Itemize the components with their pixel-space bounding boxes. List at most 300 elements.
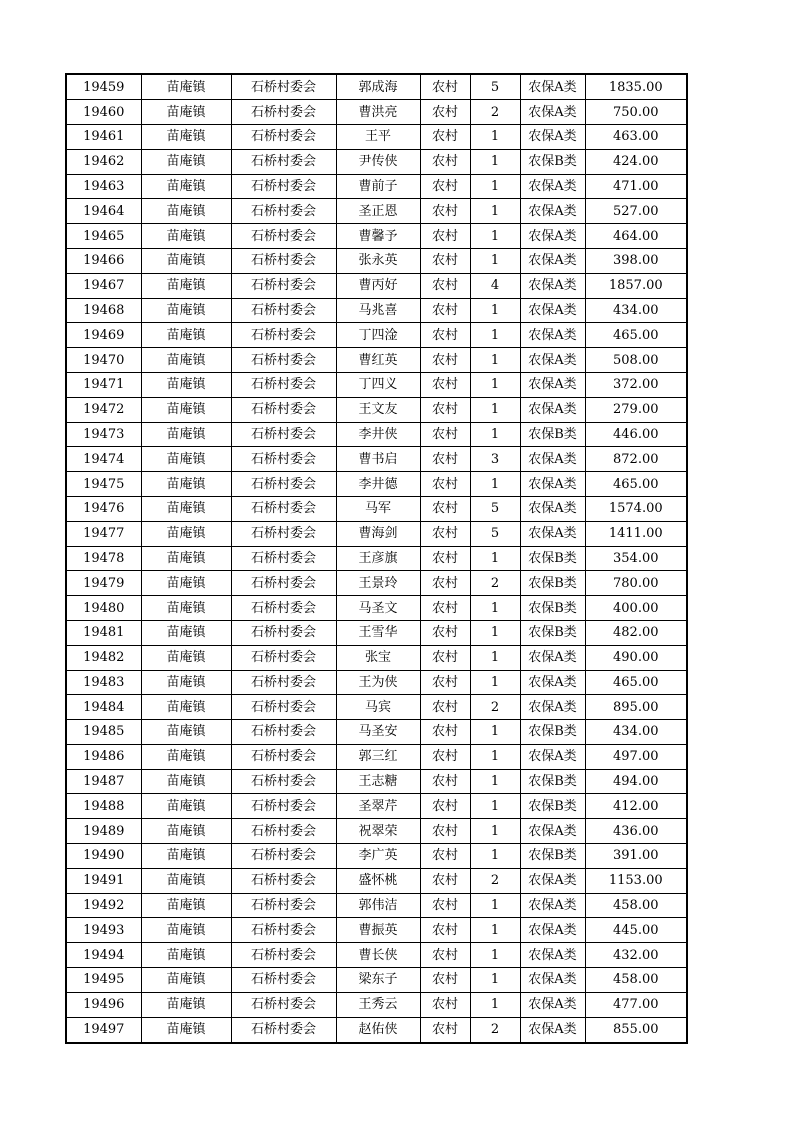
cell-person-count: 4 [470,273,520,298]
cell-town: 苗庵镇 [141,298,231,323]
cell-serial-number: 19479 [66,571,141,596]
cell-serial-number: 19468 [66,298,141,323]
cell-residence-type: 农村 [420,100,470,125]
table-row [66,447,687,472]
cell-residence-type: 农村 [420,769,470,794]
cell-person-name: 李广英 [336,844,420,869]
cell-amount: 465.00 [585,323,687,348]
cell-serial-number: 19494 [66,943,141,968]
cell-village-committee: 石桥村委会 [231,968,336,993]
cell-person-name: 郭三红 [336,744,420,769]
cell-residence-type: 农村 [420,248,470,273]
cell-insurance-category: 农保A类 [520,100,585,125]
cell-village-committee: 石桥村委会 [231,819,336,844]
cell-person-name: 马宾 [336,695,420,720]
cell-village-committee: 石桥村委会 [231,571,336,596]
cell-person-name: 曹前子 [336,174,420,199]
cell-person-name: 张永英 [336,248,420,273]
table-row [66,596,687,621]
cell-person-count: 1 [470,769,520,794]
cell-serial-number: 19492 [66,893,141,918]
cell-town: 苗庵镇 [141,868,231,893]
cell-serial-number: 19483 [66,670,141,695]
cell-person-name: 王为侠 [336,670,420,695]
cell-person-count: 1 [470,744,520,769]
cell-town: 苗庵镇 [141,819,231,844]
cell-serial-number: 19486 [66,744,141,769]
cell-amount: 279.00 [585,397,687,422]
cell-insurance-category: 农保A类 [520,496,585,521]
cell-residence-type: 农村 [420,124,470,149]
cell-town: 苗庵镇 [141,943,231,968]
cell-insurance-category: 农保A类 [520,893,585,918]
cell-person-count: 1 [470,149,520,174]
cell-serial-number: 19461 [66,124,141,149]
table-row [66,273,687,298]
cell-village-committee: 石桥村委会 [231,273,336,298]
cell-insurance-category: 农保A类 [520,74,585,100]
cell-amount: 465.00 [585,670,687,695]
cell-person-count: 1 [470,918,520,943]
cell-serial-number: 19460 [66,100,141,125]
table-row [66,571,687,596]
cell-residence-type: 农村 [420,1017,470,1043]
table-row [66,174,687,199]
cell-person-name: 马兆喜 [336,298,420,323]
table-row [66,992,687,1017]
cell-town: 苗庵镇 [141,348,231,373]
table-row [66,224,687,249]
cell-person-count: 1 [470,670,520,695]
cell-residence-type: 农村 [420,645,470,670]
cell-person-count: 1 [470,893,520,918]
table-row [66,372,687,397]
cell-village-committee: 石桥村委会 [231,74,336,100]
cell-insurance-category: 农保A类 [520,645,585,670]
cell-person-name: 盛怀桃 [336,868,420,893]
cell-town: 苗庵镇 [141,372,231,397]
cell-residence-type: 农村 [420,794,470,819]
cell-person-name: 曹馨予 [336,224,420,249]
cell-person-count: 1 [470,943,520,968]
cell-village-committee: 石桥村委会 [231,174,336,199]
cell-residence-type: 农村 [420,670,470,695]
cell-person-count: 1 [470,422,520,447]
cell-town: 苗庵镇 [141,273,231,298]
benefits-table [65,73,688,1044]
cell-village-committee: 石桥村委会 [231,620,336,645]
cell-amount: 482.00 [585,620,687,645]
cell-person-name: 马圣安 [336,720,420,745]
cell-person-name: 曹红英 [336,348,420,373]
cell-amount: 872.00 [585,447,687,472]
cell-insurance-category: 农保A类 [520,248,585,273]
cell-residence-type: 农村 [420,819,470,844]
cell-person-name: 王景玲 [336,571,420,596]
cell-insurance-category: 农保A类 [520,992,585,1017]
cell-serial-number: 19467 [66,273,141,298]
cell-person-count: 1 [470,596,520,621]
cell-serial-number: 19475 [66,472,141,497]
cell-serial-number: 19489 [66,819,141,844]
cell-village-committee: 石桥村委会 [231,422,336,447]
cell-person-name: 梁东子 [336,968,420,993]
cell-person-count: 1 [470,472,520,497]
cell-village-committee: 石桥村委会 [231,248,336,273]
cell-town: 苗庵镇 [141,893,231,918]
cell-town: 苗庵镇 [141,546,231,571]
table-row [66,670,687,695]
cell-person-name: 王志糖 [336,769,420,794]
cell-person-count: 1 [470,968,520,993]
cell-serial-number: 19485 [66,720,141,745]
cell-town: 苗庵镇 [141,124,231,149]
cell-village-committee: 石桥村委会 [231,695,336,720]
cell-insurance-category: 农保B类 [520,620,585,645]
cell-serial-number: 19487 [66,769,141,794]
cell-person-count: 1 [470,323,520,348]
cell-person-count: 1 [470,372,520,397]
cell-insurance-category: 农保B类 [520,794,585,819]
cell-person-name: 李井侠 [336,422,420,447]
cell-serial-number: 19482 [66,645,141,670]
cell-village-committee: 石桥村委会 [231,720,336,745]
table-body [66,74,687,1043]
cell-amount: 895.00 [585,695,687,720]
cell-residence-type: 农村 [420,447,470,472]
cell-residence-type: 农村 [420,596,470,621]
cell-person-name: 赵佑侠 [336,1017,420,1043]
cell-person-count: 5 [470,74,520,100]
cell-town: 苗庵镇 [141,992,231,1017]
cell-village-committee: 石桥村委会 [231,546,336,571]
cell-town: 苗庵镇 [141,397,231,422]
cell-village-committee: 石桥村委会 [231,100,336,125]
cell-residence-type: 农村 [420,744,470,769]
cell-residence-type: 农村 [420,323,470,348]
cell-town: 苗庵镇 [141,794,231,819]
cell-amount: 1835.00 [585,74,687,100]
cell-residence-type: 农村 [420,472,470,497]
cell-town: 苗庵镇 [141,422,231,447]
cell-village-committee: 石桥村委会 [231,298,336,323]
cell-insurance-category: 农保A类 [520,819,585,844]
cell-village-committee: 石桥村委会 [231,645,336,670]
cell-town: 苗庵镇 [141,149,231,174]
cell-amount: 412.00 [585,794,687,819]
cell-person-count: 1 [470,224,520,249]
cell-village-committee: 石桥村委会 [231,496,336,521]
cell-amount: 446.00 [585,422,687,447]
cell-residence-type: 农村 [420,844,470,869]
cell-person-name: 王平 [336,124,420,149]
table-row [66,918,687,943]
table-row [66,248,687,273]
table-row [66,844,687,869]
cell-residence-type: 农村 [420,298,470,323]
cell-town: 苗庵镇 [141,224,231,249]
cell-person-name: 圣正恩 [336,199,420,224]
cell-village-committee: 石桥村委会 [231,744,336,769]
table-row [66,422,687,447]
cell-town: 苗庵镇 [141,100,231,125]
cell-person-count: 1 [470,844,520,869]
cell-village-committee: 石桥村委会 [231,992,336,1017]
cell-residence-type: 农村 [420,992,470,1017]
cell-person-count: 1 [470,546,520,571]
cell-serial-number: 19469 [66,323,141,348]
cell-residence-type: 农村 [420,868,470,893]
cell-amount: 458.00 [585,893,687,918]
table-row [66,521,687,546]
table-row [66,794,687,819]
cell-person-count: 1 [470,174,520,199]
table-row [66,620,687,645]
cell-residence-type: 农村 [420,571,470,596]
cell-serial-number: 19473 [66,422,141,447]
cell-person-name: 郭伟洁 [336,893,420,918]
cell-residence-type: 农村 [420,918,470,943]
table-row [66,1017,687,1043]
table-row [66,323,687,348]
cell-person-name: 王雪华 [336,620,420,645]
cell-insurance-category: 农保A类 [520,273,585,298]
cell-amount: 750.00 [585,100,687,125]
cell-serial-number: 19470 [66,348,141,373]
table-row [66,769,687,794]
cell-amount: 398.00 [585,248,687,273]
cell-person-count: 1 [470,992,520,1017]
cell-insurance-category: 农保B类 [520,571,585,596]
cell-insurance-category: 农保B类 [520,422,585,447]
cell-serial-number: 19495 [66,968,141,993]
cell-town: 苗庵镇 [141,744,231,769]
cell-person-name: 曹振英 [336,918,420,943]
cell-amount: 855.00 [585,1017,687,1043]
cell-serial-number: 19465 [66,224,141,249]
cell-person-count: 1 [470,620,520,645]
cell-insurance-category: 农保A类 [520,298,585,323]
cell-amount: 497.00 [585,744,687,769]
cell-person-name: 王秀云 [336,992,420,1017]
cell-village-committee: 石桥村委会 [231,596,336,621]
cell-person-count: 2 [470,571,520,596]
cell-town: 苗庵镇 [141,323,231,348]
cell-insurance-category: 农保A类 [520,199,585,224]
table-row [66,868,687,893]
cell-town: 苗庵镇 [141,596,231,621]
cell-residence-type: 农村 [420,74,470,100]
cell-person-count: 2 [470,868,520,893]
cell-residence-type: 农村 [420,968,470,993]
cell-amount: 1411.00 [585,521,687,546]
table-row [66,298,687,323]
cell-town: 苗庵镇 [141,521,231,546]
cell-town: 苗庵镇 [141,496,231,521]
cell-person-name: 王文友 [336,397,420,422]
cell-village-committee: 石桥村委会 [231,124,336,149]
cell-person-count: 3 [470,447,520,472]
cell-amount: 424.00 [585,149,687,174]
cell-town: 苗庵镇 [141,918,231,943]
cell-person-count: 1 [470,794,520,819]
cell-residence-type: 农村 [420,521,470,546]
cell-residence-type: 农村 [420,943,470,968]
table-row [66,397,687,422]
cell-village-committee: 石桥村委会 [231,348,336,373]
cell-residence-type: 农村 [420,149,470,174]
cell-residence-type: 农村 [420,224,470,249]
cell-serial-number: 19491 [66,868,141,893]
cell-insurance-category: 农保A类 [520,695,585,720]
cell-insurance-category: 农保B类 [520,149,585,174]
cell-town: 苗庵镇 [141,968,231,993]
cell-town: 苗庵镇 [141,645,231,670]
cell-person-count: 1 [470,819,520,844]
cell-insurance-category: 农保B类 [520,844,585,869]
cell-amount: 436.00 [585,819,687,844]
cell-village-committee: 石桥村委会 [231,868,336,893]
cell-person-name: 曹丙好 [336,273,420,298]
cell-amount: 465.00 [585,472,687,497]
cell-town: 苗庵镇 [141,695,231,720]
cell-insurance-category: 农保A类 [520,521,585,546]
cell-town: 苗庵镇 [141,1017,231,1043]
cell-person-count: 2 [470,100,520,125]
table-row [66,100,687,125]
cell-amount: 391.00 [585,844,687,869]
table-row [66,744,687,769]
cell-residence-type: 农村 [420,546,470,571]
cell-amount: 372.00 [585,372,687,397]
cell-town: 苗庵镇 [141,74,231,100]
cell-serial-number: 19497 [66,1017,141,1043]
cell-amount: 1574.00 [585,496,687,521]
cell-person-name: 祝翠荣 [336,819,420,844]
cell-village-committee: 石桥村委会 [231,199,336,224]
cell-town: 苗庵镇 [141,844,231,869]
cell-residence-type: 农村 [420,199,470,224]
cell-serial-number: 19462 [66,149,141,174]
cell-residence-type: 农村 [420,893,470,918]
cell-insurance-category: 农保A类 [520,124,585,149]
cell-person-name: 曹长侠 [336,943,420,968]
cell-person-count: 1 [470,199,520,224]
cell-amount: 445.00 [585,918,687,943]
cell-amount: 477.00 [585,992,687,1017]
cell-town: 苗庵镇 [141,670,231,695]
cell-residence-type: 农村 [420,174,470,199]
cell-town: 苗庵镇 [141,199,231,224]
cell-person-name: 曹洪亮 [336,100,420,125]
cell-person-name: 曹海剑 [336,521,420,546]
cell-amount: 354.00 [585,546,687,571]
cell-person-name: 张宝 [336,645,420,670]
cell-amount: 490.00 [585,645,687,670]
cell-amount: 464.00 [585,224,687,249]
cell-insurance-category: 农保A类 [520,174,585,199]
cell-town: 苗庵镇 [141,769,231,794]
cell-village-committee: 石桥村委会 [231,224,336,249]
table-row [66,348,687,373]
table-row [66,695,687,720]
cell-person-count: 1 [470,248,520,273]
table-row [66,199,687,224]
cell-amount: 458.00 [585,968,687,993]
cell-person-name: 李井德 [336,472,420,497]
cell-serial-number: 19484 [66,695,141,720]
cell-amount: 508.00 [585,348,687,373]
cell-amount: 780.00 [585,571,687,596]
cell-village-committee: 石桥村委会 [231,521,336,546]
cell-residence-type: 农村 [420,422,470,447]
cell-person-name: 曹书启 [336,447,420,472]
cell-serial-number: 19478 [66,546,141,571]
cell-town: 苗庵镇 [141,447,231,472]
cell-serial-number: 19471 [66,372,141,397]
cell-person-name: 郭成海 [336,74,420,100]
cell-serial-number: 19490 [66,844,141,869]
cell-serial-number: 19496 [66,992,141,1017]
cell-insurance-category: 农保A类 [520,868,585,893]
cell-person-name: 马圣文 [336,596,420,621]
cell-serial-number: 19463 [66,174,141,199]
cell-person-count: 1 [470,298,520,323]
table-row [66,124,687,149]
table-row [66,819,687,844]
table-row [66,720,687,745]
cell-residence-type: 农村 [420,695,470,720]
cell-amount: 463.00 [585,124,687,149]
cell-person-count: 1 [470,348,520,373]
cell-amount: 434.00 [585,298,687,323]
cell-insurance-category: 农保A类 [520,670,585,695]
cell-village-committee: 石桥村委会 [231,943,336,968]
cell-village-committee: 石桥村委会 [231,1017,336,1043]
cell-village-committee: 石桥村委会 [231,372,336,397]
cell-serial-number: 19459 [66,74,141,100]
cell-insurance-category: 农保A类 [520,744,585,769]
cell-insurance-category: 农保A类 [520,323,585,348]
cell-serial-number: 19476 [66,496,141,521]
cell-serial-number: 19481 [66,620,141,645]
cell-town: 苗庵镇 [141,620,231,645]
table-row [66,74,687,100]
table-row [66,893,687,918]
cell-village-committee: 石桥村委会 [231,149,336,174]
cell-residence-type: 农村 [420,348,470,373]
cell-insurance-category: 农保B类 [520,546,585,571]
cell-village-committee: 石桥村委会 [231,769,336,794]
cell-amount: 1857.00 [585,273,687,298]
cell-serial-number: 19472 [66,397,141,422]
cell-town: 苗庵镇 [141,720,231,745]
cell-insurance-category: 农保A类 [520,397,585,422]
cell-person-count: 5 [470,521,520,546]
cell-town: 苗庵镇 [141,571,231,596]
table-row [66,546,687,571]
cell-person-name: 丁四淦 [336,323,420,348]
cell-insurance-category: 农保A类 [520,943,585,968]
cell-serial-number: 19477 [66,521,141,546]
cell-person-count: 2 [470,1017,520,1043]
table-row [66,496,687,521]
cell-town: 苗庵镇 [141,472,231,497]
cell-residence-type: 农村 [420,273,470,298]
cell-amount: 434.00 [585,720,687,745]
cell-person-name: 马军 [336,496,420,521]
cell-village-committee: 石桥村委会 [231,918,336,943]
